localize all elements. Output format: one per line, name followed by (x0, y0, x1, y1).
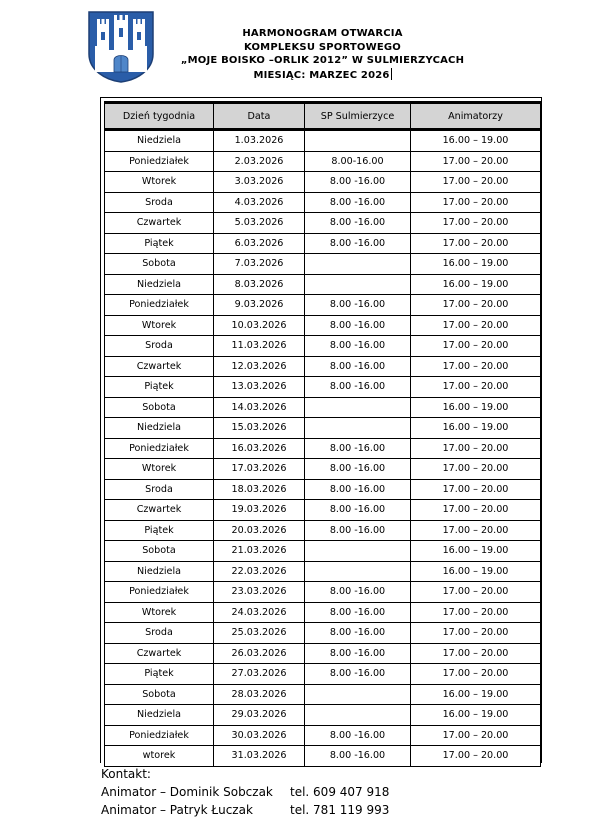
cell-school-hours: 8.00 -16.00 (305, 623, 411, 644)
table-row (105, 643, 541, 664)
cell-school-hours: 8.00 -16.00 (305, 213, 411, 234)
cell-animator-hours: 17.00 – 20.00 (411, 295, 541, 316)
cell-animator-hours: 17.00 – 20.00 (411, 172, 541, 193)
table-row (105, 541, 541, 562)
cell-date: 6.03.2026 (214, 233, 305, 254)
cell-date: 20.03.2026 (214, 520, 305, 541)
cell-day: Sobota (105, 397, 214, 418)
cell-day: Wtorek (105, 602, 214, 623)
cell-animator-hours: 16.00 – 19.00 (411, 541, 541, 562)
contact-row (101, 801, 461, 819)
cell-date: 28.03.2026 (214, 684, 305, 705)
cell-animator-hours: 16.00 – 19.00 (411, 705, 541, 726)
table-row (105, 664, 541, 685)
cell-day: Piątek (105, 233, 214, 254)
cell-day: Poniedziałek (105, 582, 214, 603)
cell-animator-hours: 17.00 – 20.00 (411, 233, 541, 254)
cell-date: 18.03.2026 (214, 479, 305, 500)
cell-day: Sobota (105, 684, 214, 705)
cell-school-hours: 8.00 -16.00 (305, 500, 411, 521)
cell-animator-hours: 17.00 – 20.00 (411, 643, 541, 664)
cell-school-hours (305, 684, 411, 705)
table-row (105, 459, 541, 480)
header-month: MIESIĄC: MARZEC 2026 (165, 68, 480, 83)
cell-day: Poniedziałek (105, 438, 214, 459)
cell-day: Wtorek (105, 172, 214, 193)
cell-date: 1.03.2026 (214, 130, 305, 152)
cell-date: 29.03.2026 (214, 705, 305, 726)
cell-day: Piątek (105, 664, 214, 685)
cell-day: Czwartek (105, 500, 214, 521)
cell-date: 25.03.2026 (214, 623, 305, 644)
cell-school-hours: 8.00 -16.00 (305, 377, 411, 398)
cell-school-hours: 8.00 -16.00 (305, 602, 411, 623)
cell-animator-hours: 17.00 – 20.00 (411, 356, 541, 377)
cell-date: 12.03.2026 (214, 356, 305, 377)
cell-school-hours (305, 130, 411, 152)
table-row (105, 254, 541, 275)
cell-school-hours: 8.00 -16.00 (305, 459, 411, 480)
header-line-3: „MOJE BOISKO –ORLIK 2012” W SULMIERZYCACH (180, 55, 465, 66)
cell-animator-hours: 17.00 – 20.00 (411, 213, 541, 234)
cell-date: 8.03.2026 (214, 274, 305, 295)
table-row (105, 192, 541, 213)
cell-date: 27.03.2026 (214, 664, 305, 685)
cell-animator-hours: 16.00 – 19.00 (411, 274, 541, 295)
cell-school-hours: 8.00 -16.00 (305, 233, 411, 254)
cell-day: Czwartek (105, 356, 214, 377)
cell-animator-hours: 16.00 – 19.00 (411, 418, 541, 439)
cell-day: Sroda (105, 623, 214, 644)
cell-school-hours: 8.00 -16.00 (305, 746, 411, 767)
cell-animator-hours: 17.00 – 20.00 (411, 192, 541, 213)
table-row (105, 356, 541, 377)
cell-day: Sobota (105, 254, 214, 275)
cell-date: 11.03.2026 (214, 336, 305, 357)
table-row (105, 315, 541, 336)
castle-crest-icon (87, 10, 155, 83)
cell-animator-hours: 17.00 – 20.00 (411, 582, 541, 603)
cell-day: Wtorek (105, 459, 214, 480)
cell-animator-hours: 17.00 – 20.00 (411, 336, 541, 357)
cell-school-hours (305, 254, 411, 275)
cell-date: 5.03.2026 (214, 213, 305, 234)
cell-school-hours: 8.00 -16.00 (305, 295, 411, 316)
cell-animator-hours: 17.00 – 20.00 (411, 746, 541, 767)
cell-date: 24.03.2026 (214, 602, 305, 623)
cell-day: Wtorek (105, 315, 214, 336)
cell-day: Piątek (105, 520, 214, 541)
table-row (105, 213, 541, 234)
table-row (105, 172, 541, 193)
cell-date: 14.03.2026 (214, 397, 305, 418)
cell-day: Niedziela (105, 274, 214, 295)
cell-date: 2.03.2026 (214, 151, 305, 172)
cell-day: Niedziela (105, 130, 214, 152)
header-line-1: HARMONOGRAM OTWARCIA (242, 28, 403, 39)
cell-day: Sroda (105, 336, 214, 357)
table-row (105, 274, 541, 295)
table-row (105, 602, 541, 623)
header-line-2: KOMPLEKSU SPORTOWEGO (243, 41, 401, 53)
table-row (105, 561, 541, 582)
table-row (105, 418, 541, 439)
cell-school-hours: 8.00 -16.00 (305, 520, 411, 541)
cell-animator-hours: 17.00 – 20.00 (411, 725, 541, 746)
cell-date: 4.03.2026 (214, 192, 305, 213)
table-row (105, 746, 541, 767)
table-row (105, 151, 541, 172)
cell-school-hours: 8.00 -16.00 (305, 192, 411, 213)
column-header-day: Dzień tygodnia (105, 103, 214, 130)
table-row (105, 725, 541, 746)
cell-day: Sobota (105, 541, 214, 562)
table-header-row (105, 103, 541, 130)
cell-animator-hours: 17.00 – 20.00 (411, 520, 541, 541)
cell-date: 21.03.2026 (214, 541, 305, 562)
cell-date: 19.03.2026 (214, 500, 305, 521)
cell-date: 30.03.2026 (214, 725, 305, 746)
cell-school-hours: 8.00 -16.00 (305, 643, 411, 664)
table-row (105, 623, 541, 644)
column-header-animators: Animatorzy (411, 103, 541, 130)
cell-day: Niedziela (105, 705, 214, 726)
cell-animator-hours: 17.00 – 20.00 (411, 459, 541, 480)
contact-label: Kontakt: (101, 767, 151, 781)
cell-animator-hours: 16.00 – 19.00 (411, 397, 541, 418)
table-row (105, 336, 541, 357)
table-row (105, 705, 541, 726)
cell-school-hours: 8.00 -16.00 (305, 315, 411, 336)
contact-phone: tel. 609 407 918 (290, 785, 390, 799)
cell-date: 7.03.2026 (214, 254, 305, 275)
cell-animator-hours: 17.00 – 20.00 (411, 315, 541, 336)
cell-animator-hours: 17.00 – 20.00 (411, 664, 541, 685)
cell-date: 23.03.2026 (214, 582, 305, 603)
cell-school-hours: 8.00 -16.00 (305, 172, 411, 193)
cell-school-hours: 8.00 -16.00 (305, 438, 411, 459)
cell-day: Poniedziałek (105, 295, 214, 316)
cell-animator-hours: 17.00 – 20.00 (411, 151, 541, 172)
column-header-school: SP Sulmierzyce (305, 103, 411, 130)
cell-date: 16.03.2026 (214, 438, 305, 459)
table-row (105, 397, 541, 418)
cell-day: Niedziela (105, 418, 214, 439)
cell-school-hours: 8.00 -16.00 (305, 664, 411, 685)
cell-day: Poniedziałek (105, 725, 214, 746)
cell-day: wtorek (105, 746, 214, 767)
cell-school-hours: 8.00 -16.00 (305, 582, 411, 603)
cell-animator-hours: 17.00 – 20.00 (411, 438, 541, 459)
table-row (105, 130, 541, 152)
cell-day: Poniedziałek (105, 151, 214, 172)
cell-animator-hours: 17.00 – 20.00 (411, 377, 541, 398)
table-row (105, 479, 541, 500)
table-row (105, 684, 541, 705)
cell-school-hours: 8.00 -16.00 (305, 336, 411, 357)
cell-school-hours (305, 397, 411, 418)
cell-date: 9.03.2026 (214, 295, 305, 316)
table-row (105, 438, 541, 459)
cell-date: 10.03.2026 (214, 315, 305, 336)
cell-date: 31.03.2026 (214, 746, 305, 767)
table-row (105, 377, 541, 398)
cell-date: 22.03.2026 (214, 561, 305, 582)
table-row (105, 295, 541, 316)
cell-animator-hours: 17.00 – 20.00 (411, 623, 541, 644)
table-row (105, 500, 541, 521)
table-row (105, 520, 541, 541)
cell-date: 17.03.2026 (214, 459, 305, 480)
cell-school-hours (305, 541, 411, 562)
cell-day: Niedziela (105, 561, 214, 582)
cell-school-hours: 8.00-16.00 (305, 151, 411, 172)
cell-day: Piątek (105, 377, 214, 398)
cell-animator-hours: 16.00 – 19.00 (411, 130, 541, 152)
schedule-table (104, 101, 541, 767)
cell-school-hours (305, 561, 411, 582)
cell-school-hours: 8.00 -16.00 (305, 356, 411, 377)
cell-school-hours (305, 274, 411, 295)
cell-date: 26.03.2026 (214, 643, 305, 664)
cell-animator-hours: 17.00 – 20.00 (411, 602, 541, 623)
contact-row (101, 783, 461, 801)
table-row (105, 582, 541, 603)
cell-date: 3.03.2026 (214, 172, 305, 193)
cell-date: 13.03.2026 (214, 377, 305, 398)
cell-animator-hours: 16.00 – 19.00 (411, 254, 541, 275)
contact-name: Animator – Dominik Sobczak (101, 785, 273, 799)
cell-day: Czwartek (105, 643, 214, 664)
schedule-body (105, 130, 541, 767)
table-row (105, 233, 541, 254)
contact-phone: tel. 781 119 993 (290, 803, 390, 817)
contact-name: Animator – Patryk Łuczak (101, 803, 253, 817)
contact-section (101, 765, 461, 819)
cell-school-hours (305, 705, 411, 726)
cell-date: 15.03.2026 (214, 418, 305, 439)
cell-school-hours: 8.00 -16.00 (305, 725, 411, 746)
document-header (165, 27, 480, 82)
cell-animator-hours: 17.00 – 20.00 (411, 500, 541, 521)
cell-school-hours (305, 418, 411, 439)
cell-day: Sroda (105, 192, 214, 213)
column-header-date: Data (214, 103, 305, 130)
cell-day: Czwartek (105, 213, 214, 234)
crest-logo (87, 10, 155, 83)
cell-school-hours: 8.00 -16.00 (305, 479, 411, 500)
cell-animator-hours: 16.00 – 19.00 (411, 561, 541, 582)
cell-animator-hours: 16.00 – 19.00 (411, 684, 541, 705)
cell-day: Sroda (105, 479, 214, 500)
cell-animator-hours: 17.00 – 20.00 (411, 479, 541, 500)
